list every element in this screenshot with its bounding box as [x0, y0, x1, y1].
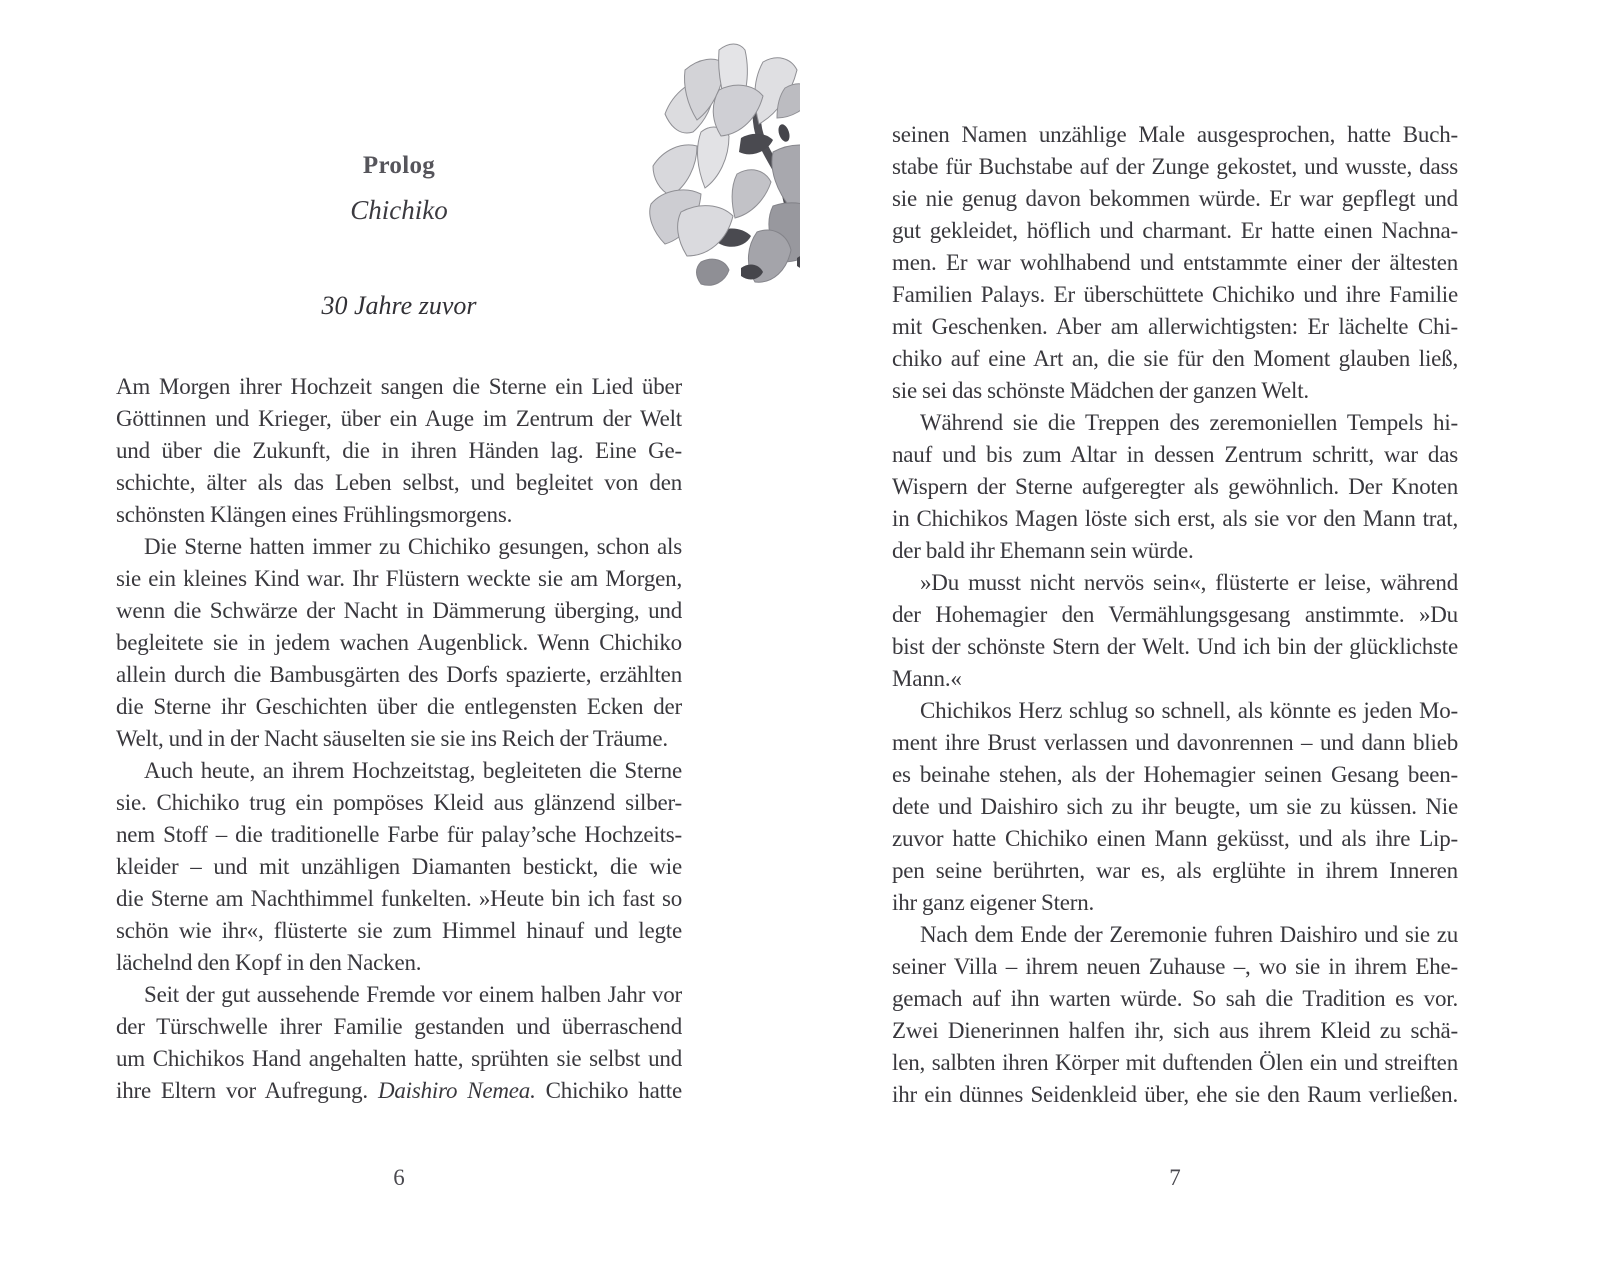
page-right [892, 0, 1458, 1274]
paragraph [116, 979, 682, 1107]
text-line: und über die Zukunft, die in ihren Händen lag. Eine Ge- [116, 438, 682, 463]
text-line: ihr ein dünnes Seidenkleid über, ehe sie den Raum verließen. [892, 1082, 1458, 1107]
text-line: Am Morgen ihrer Hochzeit sangen die Sterne ein Lied über [116, 374, 682, 399]
text-line: ment ihre Brust verlassen und davonrennen – und dann blieb [892, 730, 1458, 755]
text-line: »Du musst nicht nervös sein«, flüsterte er leise, während [920, 570, 1458, 595]
text-line: Wispern der Sterne aufgeregter als gewöhnlich. Der Knoten [892, 474, 1458, 499]
text-line: len, salbten ihren Körper mit duftenden Ölen ein und streiften [892, 1050, 1458, 1075]
text-line: zuvor hatte Chichiko einen Mann geküsst, und als ihre Lip- [892, 826, 1458, 851]
text-line: Nach dem Ende der Zeremonie fuhren Daishiro und sie zu [920, 922, 1458, 947]
text-line: Zwei Dienerinnen halfen ihr, sich aus ihrem Kleid zu schä- [892, 1018, 1458, 1043]
text-line: der Hohemagier den Vermählungsgesang anstimmte. »Du [892, 602, 1458, 627]
text-line: Auch heute, an ihrem Hochzeitstag, begleiteten die Sterne [144, 758, 682, 783]
paragraph [892, 919, 1458, 1111]
chapter-subheading: Chichiko [350, 195, 448, 225]
text-line: schön wie ihr«, flüsterte sie zum Himmel hinauf und legte [116, 918, 682, 943]
paragraph [116, 531, 682, 755]
text-line: gut gekleidet, höflich und charmant. Er hatte einen Nachna- [892, 218, 1458, 243]
paragraph [116, 755, 682, 979]
text-line: kleider – und mit unzähligen Diamanten bestickt, die wie [116, 854, 682, 879]
text-line: lächelnd den Kopf in den Nacken. [116, 950, 422, 975]
text-line: Die Sterne hatten immer zu Chichiko gesungen, schon als [144, 534, 682, 559]
text-line: Chichikos Herz schlug so schnell, als könnte es jeden Mo- [920, 698, 1458, 723]
text-line: Welt, und in der Nacht säuselten sie sie ins Reich der Träume. [116, 726, 668, 751]
body-text-left [116, 371, 682, 1107]
text-line: sie sei das schönste Mädchen der ganzen Welt. [892, 378, 1309, 403]
paragraph [892, 119, 1458, 407]
text-line: sie ein kleines Kind war. Ihr Flüstern weckte sie am Morgen, [116, 566, 682, 591]
text-line: Göttinnen und Krieger, über ein Auge im Zentrum der Welt [116, 406, 682, 431]
text-line: Während sie die Treppen des zeremoniellen Tempels hi- [920, 410, 1458, 435]
paragraph [116, 371, 682, 531]
text-line: der Türschwelle ihrer Familie gestanden und überraschend [116, 1014, 682, 1039]
text-line: pen seine berührten, war es, als erglühte in ihrem Inneren [892, 858, 1458, 883]
text-line: in Chichikos Magen löste sich erst, als sie vor den Mann trat, [892, 506, 1458, 531]
text-line: es beinahe stehen, als der Hohemagier seinen Gesang been- [892, 762, 1458, 787]
paragraph [892, 695, 1458, 919]
chapter-heading: Prolog [362, 152, 436, 179]
paragraph [892, 567, 1458, 695]
page-number-left: 6 [393, 1165, 405, 1190]
text-line: nauf und bis zum Altar in dessen Zentrum schritt, war das [892, 442, 1458, 467]
text-line: wenn die Schwärze der Nacht in Dämmerung überging, und [116, 598, 682, 623]
text-line: nem Stoff – die traditionelle Farbe für palay’sche Hochzeits- [116, 822, 682, 847]
text-line: men. Er war wohlhabend und entstammte einer der ältesten [892, 250, 1458, 275]
text-line: ihre Eltern vor Aufregung. Daishiro Nemea. Chichiko hatte [116, 1078, 682, 1103]
page-number-right: 7 [1169, 1165, 1181, 1190]
text-line: die Sterne ihr Geschichten über die entlegensten Ecken der [116, 694, 682, 719]
text-line: schönsten Klängen eines Frühlingsmorgens. [116, 502, 513, 527]
text-line: mit Geschenken. Aber am allerwichtigsten: Er lächelte Chi- [892, 314, 1458, 339]
page-left [116, 0, 682, 1274]
text-line: um Chichikos Hand angehalten hatte, sprühten sie selbst und [116, 1046, 682, 1071]
chapter-dateline: 30 Jahre zuvor [321, 291, 477, 320]
text-line: seinen Namen unzählige Male ausgesprochen, hatte Buch- [892, 122, 1458, 147]
text-line: der bald ihr Ehemann sein würde. [892, 538, 1194, 563]
text-line: ihr ganz eigener Stern. [892, 890, 1095, 915]
text-line: allein durch die Bambusgärten des Dorfs spazierte, erzählten [116, 662, 682, 687]
text-line: sie nie genug davon bekommen würde. Er war gepflegt und [892, 186, 1458, 211]
text-line: begleitete sie in jedem wachen Augenblick. Wenn Chichiko [116, 630, 682, 655]
text-line: gemach auf ihn warten würde. So sah die Tradition es vor. [892, 986, 1458, 1011]
text-line: chiko auf eine Art an, die sie für den Moment glauben ließ, [892, 346, 1458, 371]
flower-upper [665, 44, 800, 154]
text-line: schichte, älter als das Leben selbst, und begleitet von den [116, 470, 682, 495]
body-text-right [892, 119, 1458, 1111]
text-line: dete und Daishiro sich zu ihr beugte, um sie zu küssen. Nie [892, 794, 1458, 819]
paragraph [892, 407, 1458, 567]
text-line: bist der schönste Stern der Welt. Und ich bin der glücklichste [892, 634, 1458, 659]
text-line: sie. Chichiko trug ein pompöses Kleid aus glänzend silber- [116, 790, 682, 815]
text-line: Familien Palays. Er überschüttete Chichiko und ihre Familie [892, 282, 1458, 307]
text-line: Mann.« [892, 666, 962, 691]
text-line: die Sterne am Nachthimmel funkelten. »Heute bin ich fast so [116, 886, 682, 911]
text-line: stabe für Buchstabe auf der Zunge gekostet, und wusste, dass [892, 154, 1458, 179]
text-line: Seit der gut aussehende Fremde vor einem halben Jahr vor [144, 982, 682, 1007]
text-line: seiner Villa – ihrem neuen Zuhause –, wo sie in ihrem Ehe- [892, 954, 1458, 979]
